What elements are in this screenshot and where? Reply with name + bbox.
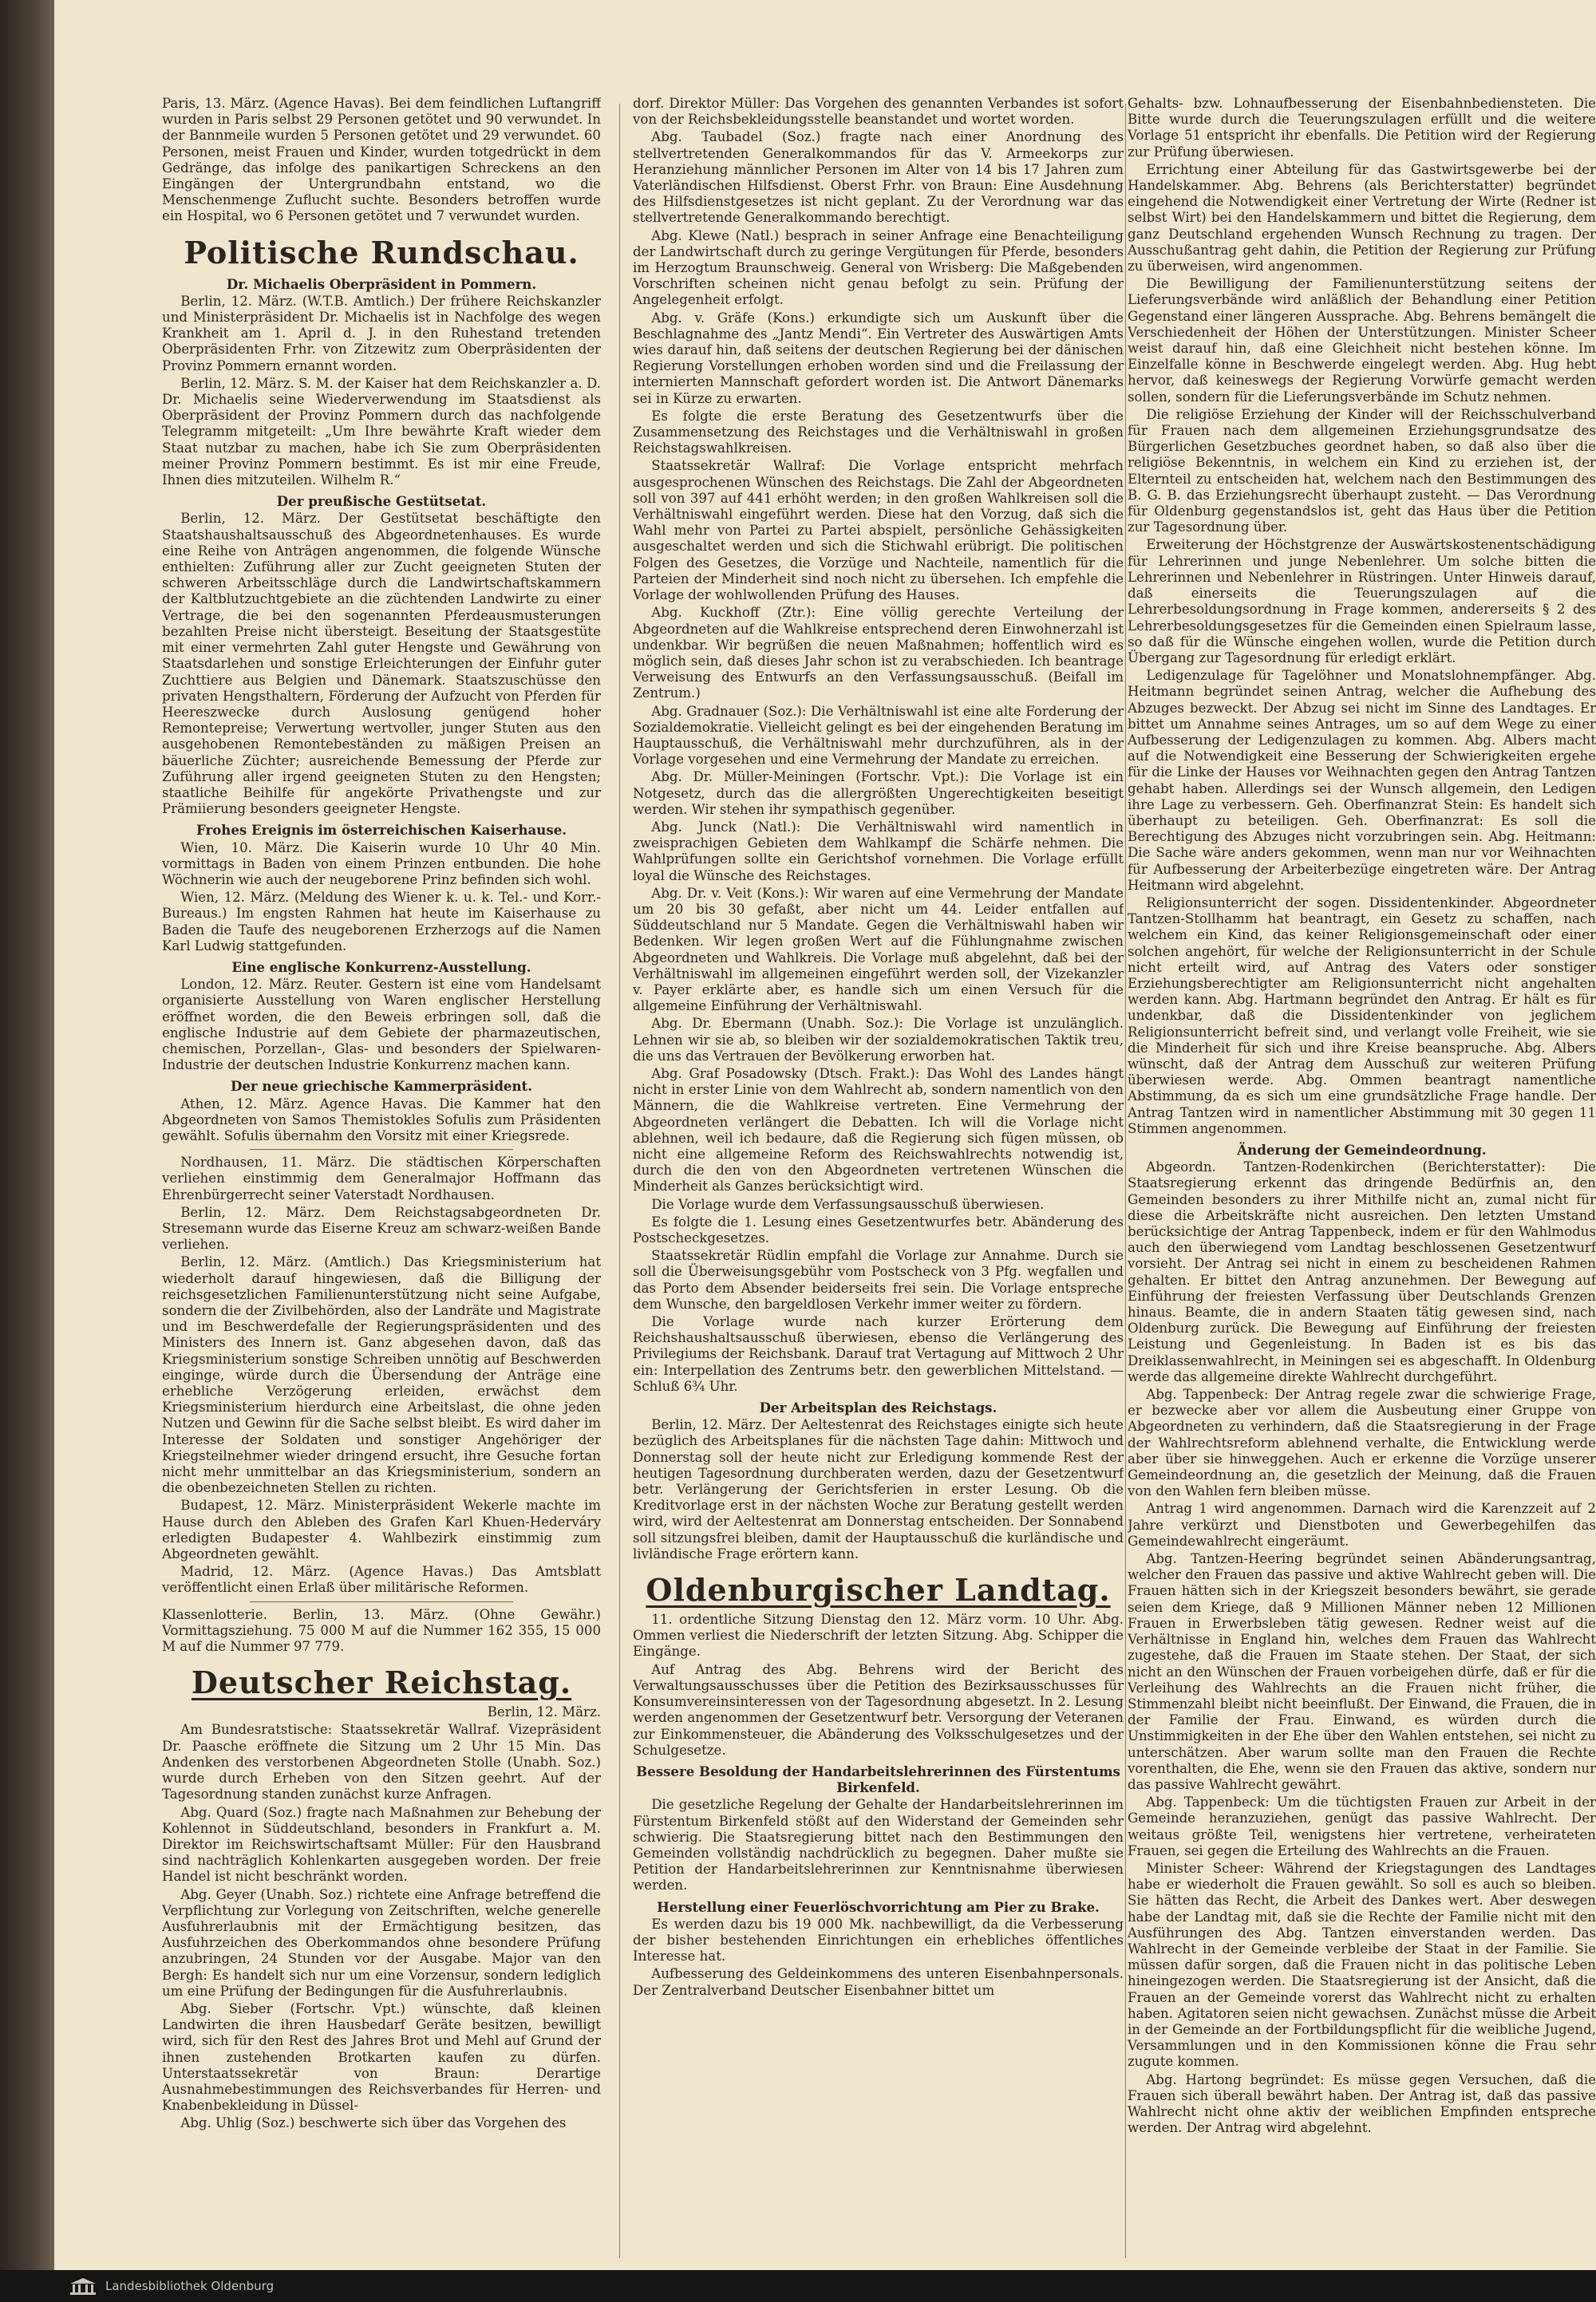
article-subheading: Frohes Ereignis im österreichischen Kaiserhause. — [196, 822, 567, 839]
news-paragraph: dorf. Direktor Müller: Das Vorgehen des genannten Verbandes ist sofort von der Reichsbekleidungsstelle beanstandet und wortet worden. — [633, 96, 1124, 128]
article-subheading: Bessere Besoldung der Handarbeitslehrerinnen des Fürstentums Birkenfeld. — [636, 1763, 1120, 1796]
news-paragraph: Abg. Tappenbeck: Um die tüchtigsten Frauen zur Arbeit in der Gemeinde heranzuziehen, genügt das passive Wahlrecht. Der weitaus größte Teil, wenigstens hier vertretene, verheirateten Frauen, sei gegen die Erteilung des Wahlrechts an die Frauen. — [1128, 1795, 1596, 1858]
column-3 — [1128, 96, 1596, 2250]
news-paragraph: Abg. Dr. v. Veit (Kons.): Wir waren auf eine Vermehrung der Mandate um 20 bis 30 gefaßt, aber nicht um 44. Leider entfallen auf Süddeutschland nur 5 Mandate. Gegen die Verhältniswahl haben wir Bedenken. Wir legen großen Wert auf die Fühlungnahme zwischen Abgeordneten und Wahlkreis. Die Vorlage muß abgelehnt, daß bei der Verhältniswahl im allgemeinen eingeführt werden soll, der Vizekanzler v. Payer erklärte aber, es handle sich um einen Versuch für die allgemeine Einführung der Verhältniswahl. — [633, 885, 1124, 1014]
news-paragraph: Berlin, 12. März. (Amtlich.) Das Kriegsministerium hat wiederholt darauf hingewiesen, daß die Billigung der reichsgesetzlichen Familienunterstützung nicht seine Aufgabe, sondern die der Zivilbehörden, also der Landräte und Magistrate und im Beschwerdefalle der Regierungspräsidenten und des Ministers des Innern ist. Ganz abgesehen davon, daß das Kriegsministerium sonstige Schreiben unnötig auf Beschwerden einginge, würde durch die Übersendung der Anträge eine erhebliche Verzögerung erleiden, erwächst dem Kriegsministerium hierdurch eine Arbeitslast, die ohne jeden Nutzen und Gewinn für die Sache selbst bleibt. Es wird daher im Interesse der Soldaten und sonstiger Angehöriger der Kriegsteilnehmer wieder dringend ersucht, ihre Gesuche fortan nicht mehr unmittelbar an das Kriegsministerium, sondern an die obenbezeichneten Stellen zu richten. — [162, 1254, 601, 1496]
news-paragraph: Am Bundesratstische: Staatssekretär Wallraf. Vizepräsident Dr. Paasche eröffnete die Sitzung um 2 Uhr 15 Min. Das Andenken des verstorbenen Abgeordneten Stolle (Unabh. Soz.) wurde durch Erheben von den Sitzen geehrt. Auf der Tagesordnung standen zunächst kurze Anfragen. — [162, 1722, 601, 1803]
section-heading-politische-rundschau: Politische Rundschau. — [184, 234, 579, 270]
news-paragraph: Abg. Hartong begründet: Es müsse gegen Versuchen, daß die Frauen sich überall bewährt haben. Der Antrag ist, daß das passive Wahlrecht nicht ohne aktiv der weiblichen Empfinden entspreche werden. Der Antrag wird abgelehnt. — [1128, 2071, 1596, 2136]
section-heading-oldenburgischer-landtag: Oldenburgischer Landtag. — [646, 1572, 1111, 1609]
news-paragraph: Erweiterung der Höchstgrenze der Auswärtskostenentschädigung für Lehrerinnen und junge Nebenlehrer. Um solche bitten die Lehrerinnen und Nebenlehrer in Rüstringen. Unter Hinweis darauf, daß einerseits die Teuerungszulagen auf die Lehrerbesoldungsordnung in Frage kommen, andererseits § 2 des Lehrerbesoldungsgesetzes für die Gemeinden einen Spielraum lasse, so daß für die Wünsche eingehen wollen, wurde die Petition durch Übergang zur Tagesordnung für erledigt erklärt. — [1128, 537, 1596, 665]
news-paragraph: Abg. Sieber (Fortschr. Vpt.) wünschte, daß kleinen Landwirten die ihren Hausbedarf Geräte besitzen, bewilligt wird, sich für den Rest des Jahres Brot und Mehl auf Grund der ihnen zustehenden Brotkarten kaufen zu dürfen. Unterstaatssekretär von Braun: Derartige Ausnahmebestimmungen des Reichsverbandes für Herren- und Knabenbekleidung in Düssel- — [162, 2000, 601, 2114]
news-paragraph: Abg. Graf Posadowsky (Dtsch. Frakt.): Das Wohl des Landes hängt nicht in erster Linie von dem Wahlrecht ab, sondern namentlich von den Männern, die die Wahlkreise vertreten. Eine Vermehrung der Abgeordneten verlängert die Debatten. Ich will die Vorlage nicht ablehnen, weil ich bedaure, daß die Regierung sich fügen müssen, ob nicht eine allgemeine Reform des Reichswahlrechts notwendig ist, durch die den von den Abgeordneten vertretenen Wünschen die Minderheit als Ganzes berücksichtigt wird. — [633, 1065, 1124, 1194]
news-paragraph: Wien, 12. März. (Meldung des Wiener k. u. k. Tel.- und Korr.-Bureaus.) Im engsten Rahmen hat heute im Kaiserhause zu Baden die Taufe des neugeborenen Erzherzogs auf die Namen Karl Ludwig stattgefunden. — [162, 890, 601, 954]
article-subheading: Der preußische Gestütsetat. — [276, 493, 487, 510]
news-paragraph: Die gesetzliche Regelung der Gehalte der Handarbeitslehrerinnen im Fürstentum Birkenfeld stößt auf den Widerstand der Gemeinden sehr schwierig. Die Staatsregierung bittet nach den Bestimmungen den Gemeinden vollständig nachdrücklich zu begegnen. Daher mußte sie Petition der Handarbeitslehrerinnen zur Kenntnisnahme überwiesen werden. — [633, 1797, 1124, 1893]
book-binding-edge — [0, 0, 54, 2270]
news-paragraph: Berlin, 12. März. (W.T.B. Amtlich.) Der frühere Reichskanzler und Ministerpräsident Dr. Michaelis ist in Nachfolge des wegen Krankheit am 1. April d. J. in den Ruhestand tretenden Oberpräsidenten Frhr. von Zitzewitz zum Oberpräsidenten der Provinz Pommern ernannt worden. — [162, 293, 601, 373]
dateline: Berlin, 12. März. — [487, 1704, 601, 1720]
article-subheading: Eine englische Konkurrenz-Ausstellung. — [231, 958, 531, 975]
news-paragraph: Abg. Dr. Müller-Meiningen (Fortschr. Vpt.): Die Vorlage ist ein Notgesetz, durch das die allergrößten Ungerechtigkeiten beseitigt werden. Wir stehen ihr sympathisch gegenüber. — [633, 769, 1124, 817]
news-paragraph: Gehalts- bzw. Lohnaufbesserung der Eisenbahnbediensteten. Die Bitte wurde durch die Teuerungszulagen erfüllt und die weitere Vorlage 51 entspricht ihr ebenfalls. Die Petition wird der Regierung zur Prüfung überwiesen. — [1128, 96, 1596, 160]
news-paragraph: Die Bewilligung der Familienunterstützung seitens der Lieferungsverbände wird anläßlich der Behandlung einer Petition Gegenstand einer längeren Aussprache. Abg. Behrens bemängelt die Verschiedenheit der Höhen der Unterstützungen. Minister Scheer weist darauf hin, daß eine Gleichheit nicht bestehen könne. Im Einzelfalle könne in Beschwerde eingelegt werden. Abg. Hug hebt hervor, daß keineswegs der Regierung Vorwürfe gemacht werden sollen, sondern für die Lieferungsverbände im Schutz nehmen. — [1128, 276, 1596, 405]
news-paragraph: Minister Scheer: Während der Kriegstagungen des Landtages habe er wiederholt die Frauen gewählt. So soll es auch so bleiben. Sie hätten das Recht, die Arbeit des Dankes wert. Aber deswegen habe der Landtag mit, daß sie die Rechte der Familie nicht mit den Ausführungen des Abg. Tantzen einverstanden werden. Das Wahlrecht in der Gemeinde verbleibe der Staat in der Familie. Sie müssen dafür sorgen, daß die Frauen nicht in das politische Leben hineingezogen werden. Die Staatsregierung ist der Ansicht, daß die Frauen an der Gemeinde vorerst das Wahlrecht nicht zu erhalten haben. Agitatoren seien nicht gewachsen. Zunächst müsse die Arbeit in der Gemeinde an der Fortbildungspflicht für die weibliche Jugend, Versammlungen und in den Kommissionen könne die Frau sehr zugute kommen. — [1128, 1860, 1596, 2070]
news-paragraph: Berlin, 12. März. Dem Reichstagsabgeordneten Dr. Stresemann wurde das Eiserne Kreuz am schwarz-weißen Bande verliehen. — [162, 1204, 601, 1253]
news-paragraph: Abg. Klewe (Natl.) besprach in seiner Anfrage eine Benachteiligung der Landwirtschaft durch zu geringe Vergütungen für Pferde, besonders im Herzogtum Braunschweig. General von Wrisberg: Die Maßgebenden Vorschriften scheinen nicht genau befolgt zu sein. Prüfung der Angelegenheit erfolgt. — [633, 227, 1124, 308]
news-paragraph: Abg. Taubadel (Soz.) fragte nach einer Anordnung des stellvertretenden Generalkommandos für das V. Armeekorps zur Heranziehung männlicher Personen im Alter von 14 bis 17 Jahren zum Vaterländischen Hilfsdienst. Oberst Frhr. von Braun: Eine Ausdehnung des Hilfsdienstgesetzes ist nicht geplant. Zu der Verordnung war das stellvertretende Generalkommando berechtigt. — [633, 129, 1124, 226]
news-paragraph: Es folgte die erste Beratung des Gesetzentwurfs über die Zusammensetzung des Reichstages und die Verhältniswahl in großen Reichstagswahlkreisen. — [633, 408, 1124, 456]
article-subheading: Der neue griechische Kammerpräsident. — [230, 1078, 532, 1095]
section-heading-deutscher-reichstag: Deutscher Reichstag. — [191, 1664, 572, 1701]
column-2 — [633, 96, 1124, 2250]
article-subheading: Änderung der Gemeindeordnung. — [1237, 1142, 1487, 1158]
news-paragraph: Berlin, 12. März. S. M. der Kaiser hat dem Reichskanzler a. D. Dr. Michaelis seine Wiederverwendung im Staatsdienst als Oberpräsident der Provinz Pommern durch das nachfolgende Telegramm mitgeteilt: „Um Ihre bewährte Kraft wieder dem Staat nutzbar zu machen, habe ich Sie zum Oberpräsidenten meiner Provinz Pommern bestimmt. Es ist mir eine Freude, Ihnen dies mitzuteilen. Wilhelm R.“ — [162, 375, 601, 488]
news-paragraph: Staatssekretär Wallraf: Die Vorlage entspricht mehrfach ausgesprochenen Wünschen des Reichstags. Die Zahl der Abgeordneten soll von 397 auf 441 erhöht werden; in den großen Wahlkreisen soll die Verhältniswahl eingeführt werden. Diese hat den Vorzug, daß sich die Wahl mehr von Partei zu Partei abspielt, persönliche Gehässigkeiten ausgeschaltet werden und sich die Stichwahl erübrigt. Die politischen Folgen des Gesetzes, die Vorzüge und Nachteile, namentlich für die Parteien der Minderheit sind noch nicht zu übersehen. Ich empfehle die Vorlage der wohlwollenden Prüfung des Hauses. — [633, 458, 1124, 603]
news-paragraph: Staatssekretär Rüdlin empfahl die Vorlage zur Annahme. Durch sie soll die Überweisungsgebühr vom Postscheck von 3 Pfg. wegfallen und das Porto dem Absender beiderseits frei sein. Die Vorlage entspreche dem Wunsche, den bargeldlosen Verkehr immer weiter zu fördern. — [633, 1248, 1124, 1312]
news-paragraph: Religionsunterricht der sogen. Dissidentenkinder. Abgeordneter Tantzen-Stollhamm hat beantragt, ein Gesetz zu schaffen, nach welchem ein Kind, das keiner Religionsgemeinschaft oder einer solchen angehört, für welche der Religionsunterricht in der Schule nicht erteilt wird, auf Antrag des Vaters oder sonstiger Erziehungsberechtigter am Religionsunterricht nicht angehalten werden kann. Abg. Hartmann begründet den Antrag. Er hält es für undenkbar, daß die Dissidentenkinder von jeglichem Religionsunterricht befreit sind, und verlangt volle Freiheit, wie sie die Minderheit für sich und ihre Kreise beanspruche. Abg. Albers wünscht, daß der Antrag dem Ausschuß zur weiteren Prüfung überwiesen werde. Abg. Ommen beantragt namentliche Abstimmung, da es sich um eine grundsätzliche Frage handle. Der Antrag Tantzen wird in namentlicher Abstimmung mit 30 gegen 11 Stimmen angenommen. — [1128, 894, 1596, 1136]
column-rule — [619, 104, 620, 2258]
article-subheading: Der Arbeitsplan des Reichstags. — [759, 1400, 998, 1416]
news-paragraph: 11. ordentliche Sitzung Dienstag den 12. März vorm. 10 Uhr. Abg. Ommen verliest die Niederschrift der letzten Sitzung. Abg. Schipper die Eingänge. — [633, 1612, 1124, 1660]
news-paragraph: Berlin, 12. März. Der Aeltestenrat des Reichstages einigte sich heute bezüglich des Arbeitsplanes für die nächsten Tage dahin: Mittwoch und Donnerstag soll der heute nicht zur Erledigung kommende Rest der heutigen Tagesordnung durchberaten werden, dazu der Gesetzentwurf betr. Verlängerung der Gerichtsferien in erster Lesung. Ob die Kreditvorlage erst in der nächsten Woche zur Beratung gestellt werden wird, wird der Aeltestenrat am Donnerstag entscheiden. Der Sonnabend soll sitzungsfrei bleiben, damit der Hauptausschuß die kurländische und livländische Frage erörtern kann. — [633, 1417, 1124, 1562]
news-paragraph: Die Vorlage wurde nach kurzer Erörterung dem Reichshaushaltsausschuß überwiesen, ebenso die Verlängerung des Privilegiums der Reichsbank. Darauf trat Vertagung auf Mittwoch 2 Uhr ein: Interpellation des Zentrums betr. den gewerblichen Mittelstand. — Schluß 6¾ Uhr. — [633, 1314, 1124, 1394]
news-paragraph: London, 12. März. Reuter. Gestern ist eine vom Handelsamt organisierte Ausstellung von Waren englischer Herstellung eröffnet worden, die den Beweis erbringen soll, daß die englische Industrie auf dem Gebiete der pharmazeutischen, chemischen, Porzellan-, Glas- und besonders der Spielwaren-Industrie der deutschen Industrie Konkurrenz machen kann. — [162, 977, 601, 1073]
news-paragraph: Aufbesserung des Geldeinkommens des unteren Eisenbahnpersonals. Der Zentralverband Deutscher Eisenbahner bittet um — [633, 1966, 1124, 1998]
news-paragraph: Abg. Kuckhoff (Ztr.): Eine völlig gerechte Verteilung der Abgeordneten auf die Wahlkreise entsprechend deren Einwohnerzahl ist undenkbar. Wir begrüßen die neuen Maßnahmen; hoffentlich wird es möglich sein, daß dieses Jahr schon ist zu verabschieden. Ich beantrage Verweisung des Entwurfs an den Verfassungsausschuß. (Beifall im Zentrum.) — [633, 605, 1124, 701]
news-paragraph: Abg. Junck (Natl.): Die Verhältniswahl wird namentlich in zweisprachigen Gebieten dem Wahlkampf die Schärfe nehmen. Die Wahlprüfungen sollte ein Gerichtshof vornehmen. Die Vorlage erfüllt loyal die Wünsche des Reichstages. — [633, 819, 1124, 883]
news-paragraph: Berlin, 12. März. Der Gestütsetat beschäftigte den Staatshaushaltsausschuß des Abgeordnetenhauses. Es wurde eine Reihe von Anträgen angenommen, die folgende Wünsche enthielten: Zuführung aller zur Zucht geeigneten Stuten der schweren Arbeitsschläge durch die Landwirtschaftskammern der Kaltblutzuchtgebiete an die züchtenden Landwirte zu einer Vertrage, die bei den sogenannten Pferdeausmusterungen bezahlten Preise nicht übersteigt. Beseitung der Staatsgestüte mit einer vermehrten Zahl guter Hengste und Gewährung von Staatsdarlehen und sonstige Erleichterungen der Einfuhr guter Zuchttiere aus Belgien und Dänemark. Staatszuschüsse den privaten Hengsthaltern, Förderung der Aufzucht von Pferden für Heereszwecke durch Auslosung genügend hoher Remontepreise; Verwertung wertvoller, junger Stuten aus den ausgehobenen Remontebeständen zu mäßigen Preisen an bäuerliche Züchter; ausreichende Bemessung der Pferde zur Zuführung aller irgend geeigneten Stuten zu den Hengsten; staatliche Beihilfe für angekörte Privathengste und zur Prämiierung besonders geeigneter Hengste. — [162, 511, 601, 817]
article-subheading: Herstellung einer Feuerlöschvorrichtung am Pier zu Brake. — [657, 1898, 1100, 1915]
news-paragraph: Errichtung einer Abteilung für das Gastwirtsgewerbe bei der Handelskammer. Abg. Behrens (als Berichterstatter) begründet eingehend die Notwendigkeit einer Vertretung der Wirte (Redner ist selbst Wirt) bei den Handelskammern und bittet die Regierung, dem ganz Deutschland ergehenden Wunsch Rechnung zu tragen. Der Ausschußantrag geht dahin, die Petition der Regierung zur Prüfung zu überweisen, wird angenommen. — [1128, 161, 1596, 274]
news-paragraph: Abg. Geyer (Unabh. Soz.) richtete eine Anfrage betreffend die Verpflichtung zur Vorlegung von Zeitschriften, welche generelle Ausfuhrerlaubnis mit der Ermächtigung besitzen, das Ausfuhrzeichen des Oberkommandos ohne besondere Prüfung anzubringen, 24 Stunden vor der Ausgabe. Major van den Bergh: Es handelt sich nur um eine Vorzensur, sondern lediglich um eine Prüfung der Bedingungen für die Ausfuhrerlaubnis. — [162, 1886, 601, 1999]
news-paragraph: Es folgte die 1. Lesung eines Gesetzentwurfes betr. Abänderung des Postscheckgesetzes. — [633, 1214, 1124, 1246]
news-paragraph: Die Vorlage wurde dem Verfassungsausschuß überwiesen. — [651, 1196, 1045, 1212]
divider — [250, 1149, 513, 1150]
newspaper-page — [54, 0, 1596, 2270]
library-name: Landesbibliothek Oldenburg — [105, 2279, 275, 2293]
news-paragraph: Abg. v. Gräfe (Kons.) erkundigte sich um Auskunft über die Beschlagnahme des „Jantz Mendi“. Ein Vertreter des Auswärtigen Amts wies darauf hin, daß seitens der deutschen Regierung bei der dänischen Regierung Vorstellungen erhoben worden sind und die Freilassung der internierten Mannschaft gefordert worden ist. Die Antwort Dänemarks sei in Kürze zu erwarten. — [633, 310, 1124, 406]
news-paragraph: Abg. Quard (Soz.) fragte nach Maßnahmen zur Behebung der Kohlennot in Süddeutschland, besonders in Frankfurt a. M. Direktor im Reichswirtschaftsamt Müller: Für den Hausbrand sind nachträglich Kohlenkarten ausgegeben worden. Der freie Handel ist nicht beschränkt worden. — [162, 1804, 601, 1885]
news-paragraph: Abg. Tantzen-Heering begründet seinen Abänderungsantrag, welcher den Frauen das passive und aktive Wahlrecht geben will. Die Frauen hätten sich in der Kriegszeit besonders bewährt, sie gerade seien dem Kriege, daß 9 Millionen Männer neben 12 Millionen Frauen in Erwerbsleben tätig gewesen. Redner weist auf die Verhältnisse in England hin, welches dem Frauen das Wahlrecht zugestehe, daß die Frauen im Staate stehen. Der Staat, der sich nicht an den Wünschen der Frauen vorbeigehen dürfe, daß er für die Verleihung des Wahlrechts an die Frauen nicht früher, die Stimmenzahl bleibt nicht beeinflußt. Der Einwand, die Frauen, die in der Familie der Frau. Einwand, es würden durch die Unstimmigkeiten in der Ehe über den Wahlen entstehen, sei nicht zu unterschätzen. Aber warum sollte man den Frauen die Rechte vorenthalten, die Ehe, wenn sie den Frauen das aktive, sondern nur das passive Wahlrecht gewährt. — [1128, 1551, 1596, 1792]
library-building-icon — [69, 2276, 97, 2296]
news-paragraph: Die religiöse Erziehung der Kinder will der Reichsschulverband für Frauen nach dem allgemeinen Erziehungsgrundsatze des Bürgerlichen Gesetzbuches geordnet haben, so daß also über die religiöse Bekenntnis, in welchem ein Kind zu erziehen ist, der Elternteil zu entscheiden hat, welchem nach den Bestimmungen des B. G. B. das Erziehungsrecht überhaupt zusteht. — Das Verordnung für Oldenburg gegenstandslos ist, geht das Haus über die Petition zur Tagesordnung über. — [1128, 406, 1596, 535]
news-paragraph: Madrid, 12. März. (Agence Havas.) Das Amtsblatt veröffentlicht einen Erlaß über militärische Reformen. — [162, 1564, 601, 1596]
column-1 — [162, 96, 601, 2250]
news-paragraph: Wien, 10. März. Die Kaiserin wurde 10 Uhr 40 Min. vormittags in Baden von einem Prinzen entbunden. Die hohe Wöchnerin wie auch der neugeborene Prinz befinden sich wohl. — [162, 839, 601, 887]
article-subheading: Dr. Michaelis Oberpräsident in Pommern. — [226, 275, 537, 292]
news-paragraph: Abg. Uhlig (Soz.) beschwerte sich über das Vorgehen des — [180, 2115, 567, 2131]
news-paragraph: Auf Antrag des Abg. Behrens wird der Bericht des Verwaltungsausschusses über die Petition des Bezirksausschusses für Konsumvereinsinteressen von der Tagesordnung abgesetzt. In 2. Lesung werden angenommen der Gesetzentwurf betr. Versorgung der Veteranen zur Einkommensteuer, die Abänderung des Volksschulgesetzes und der Schulgesetze. — [633, 1661, 1124, 1758]
lottery-notice: Klassenlotterie. Berlin, 13. März. (Ohne Gewähr.) Vormittagsziehung. 75 000 M auf die Nummer 162 355, 15 000 M auf die Nummer 97 779. — [162, 1606, 601, 1655]
news-paragraph: Abg. Gradnauer (Soz.): Die Verhältniswahl ist eine alte Forderung der Sozialdemokratie. Vielleicht gelingt es bei der eingehenden Beratung im Hauptausschuß, die Verhältniswahl mehr durchzuführen, als in der Vorlage vorgesehen und eine Vermehrung der Mandate zu erreichen. — [633, 703, 1124, 768]
divider — [250, 1601, 513, 1602]
column-rule — [1125, 104, 1126, 2258]
news-paragraph: Nordhausen, 11. März. Die städtischen Körperschaften verliehen einstimmig dem Generalmajor Hoffmann das Ehrenbürgerrecht seiner Vaterstadt Nordhausen. — [162, 1155, 601, 1202]
news-paragraph: Antrag 1 wird angenommen. Darnach wird die Karenzzeit auf 2 Jahre verkürzt und Dienstboten und Gewerbegehilfen das Gemeindewahlrecht eingeräumt. — [1128, 1501, 1596, 1549]
news-paragraph: Budapest, 12. März. Ministerpräsident Wekerle machte im Hause durch den Ableben des Grafen Karl Khuen-Hederváry erledigten Budapester 4. Wahlbezirk einstimmig zum Abgeordneten gewählt. — [162, 1498, 601, 1562]
news-paragraph: Athen, 12. März. Agence Havas. Die Kammer hat den Abgeordneten von Samos Themistokles Sofulis zum Präsidenten gewählt. Sofulis übernahm den Vorsitz mit einer Kriegsrede. — [162, 1096, 601, 1143]
viewer-footer-bar — [0, 2270, 1596, 2302]
news-paragraph: Abg. Tappenbeck: Der Antrag regele zwar die schwierige Frage, er bezwecke aber vor allem die Ausbeutung einer Gruppe von Abgeordneten zu verhindern, daß die Staatsregierung in der Frage der Wahlrechtsreform ablehnend verhalte, die Entwicklung werde aber über sie hinweggehen. Auch er erkenne die Vorzüge unserer Gemeindeordnung an, die gesetzlich der Meinung, daß die Frauen von den Wahlen fern bleiben müsse. — [1128, 1387, 1596, 1499]
news-paragraph: Abgeordn. Tantzen-Rodenkirchen (Berichterstatter): Die Staatsregierung erkennt das dringende Bedürfnis an, den Gemeinden besonders zu ihrer Mithilfe nicht an, zumal nicht für diese die Arbeitskräfte nicht ausreichen. Den letzten Umstand berücksichtige der Antrag Tappenbeck, indem er für den Wahlmodus auch den überwiegend vom Landtag beschlossenen Gesetzentwurf vorsieht. Der Antrag sei nicht in einem zu bescheidenen Rahmen gehalten. Er bittet den Antrag anzunehmen. Der Bewegung auf Einführung der freiesten Verfassung über Deutschlands Grenzen hinaus. Beamte, die in andern Staaten tätig gewesen sind, nach Oldenburg zurück. Die Bewegung auf Einführung der freiesten Leistung und Gegenleistung. In Baden ist es bis das Dreiklassenwahlrecht, in Meiningen sei es abgeschafft. In Oldenburg werde das allgemeine direkte Wahlrecht durchgeführt. — [1128, 1159, 1596, 1384]
news-paragraph: Paris, 13. März. (Agence Havas). Bei dem feindlichen Luftangriff wurden in Paris selbst 29 Personen getötet und 90 verwundet. In der Bannmeile wurden 5 Personen getötet und 29 verwundet. 60 Personen, meist Frauen und Kinder, wurden totgedrückt in dem Gedränge, das infolge des panikartigen Schreckens an den Eingängen der Untergrundbahn entstand, wo die Menschenmenge Zuflucht suchte. Besonders betroffen wurde ein Hospital, wo 6 Personen getötet und 7 verwundet wurden. — [162, 96, 601, 224]
news-paragraph: Es werden dazu bis 19 000 Mk. nachbewilligt, da die Verbesserung der bisher bestehenden Einrichtungen ein erhebliches öffentliches Interesse hat. — [633, 1916, 1124, 1964]
news-paragraph: Ledigenzulage für Tagelöhner und Monatslohnempfänger. Abg. Heitmann begründet seinen Antrag, welcher die Aufhebung des Abzuges bezweckt. Der Abzug sei nicht im Sinne des Landtages. Er bittet um Annahme seines Antrages, um so auf dem Wege zu einer Aufbesserung der Ledigenzulagen zu kommen. Abg. Albers macht auf die Notwendigkeit eine Besserung der Schwierigkeiten ergehe für die Linke der Hauses vor Weihnachten gegen den Antrag Tantzen gehabt haben. Allerdings sei der Wunsch allgemein, den Ledigen ihre Lage zu verbessern. Geh. Oberfinanzrat Stein: Es handelt sich überhaupt zu beteiligen. Geh. Oberfinanzrat: Es soll die Berechtigung des Abzuges nicht vorzubringen sein. Abg. Heitmann: Die Sache wäre anders gekommen, wenn man nur vor Weihnachten für Aufbesserung der Arbeiterbezüge eingetreten wäre. Der Antrag Heitmann wird abgelehnt. — [1128, 668, 1596, 893]
news-paragraph: Abg. Dr. Ebermann (Unabh. Soz.): Die Vorlage ist unzulänglich. Lehnen wir sie ab, so bleiben wir der sozialdemokratischen Taktik treu, die uns das Vertrauen der Bevölkerung erworben hat. — [633, 1016, 1124, 1064]
